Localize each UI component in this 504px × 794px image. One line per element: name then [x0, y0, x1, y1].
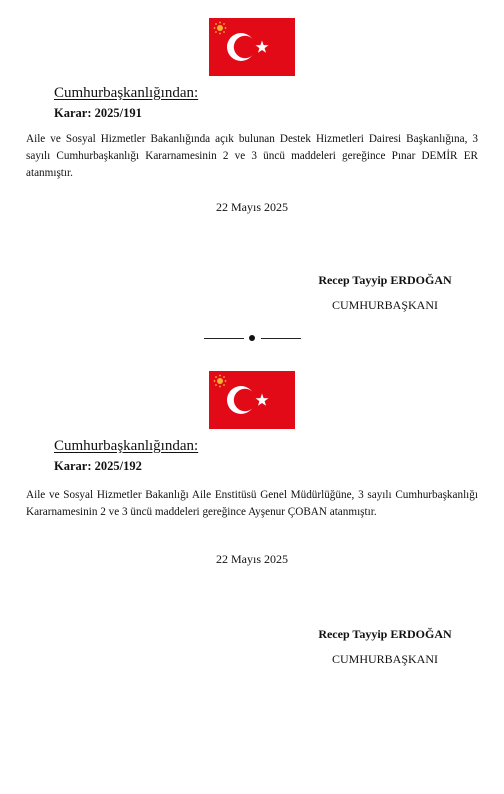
- decision-text: Aile ve Sosyal Hizmetler Bakanlığı Aile Enstitüsü Genel Müdürlüğüne, 3 sayılı Cumhurbaşkanlığı Kararnamesinin 2 ve 3 üncü maddeleri gereğince Ayşenur ÇOBAN atanmıştır.: [26, 489, 478, 518]
- signer-title: CUMHURBAŞKANI: [331, 652, 438, 666]
- decision-heading: Cumhurbaşkanlığından:: [54, 438, 199, 454]
- signer-name: Recep Tayyip ERDOĞAN: [318, 273, 452, 287]
- decision-number: Karar: 2025/191: [54, 106, 142, 120]
- signature-block: [300, 273, 470, 313]
- signature-block: [300, 627, 470, 667]
- signer-title: CUMHURBAŞKANI: [331, 298, 438, 312]
- decision-number: Karar: 2025/192: [54, 459, 142, 473]
- decision-date: 22 Mayıs 2025: [216, 200, 288, 214]
- turkish-flag-icon: [209, 18, 295, 76]
- decision-date: 22 Mayıs 2025: [216, 552, 288, 566]
- turkish-flag-icon: [209, 371, 295, 429]
- separator-dot-icon: [204, 333, 301, 343]
- decision-heading: Cumhurbaşkanlığından:: [54, 85, 199, 101]
- decision-text: Aile ve Sosyal Hizmetler Bakanlığında açık bulunan Destek Hizmetleri Dairesi Başkanlığına, 3 sayılı Cumhurbaşkanlığı Kararnamesinin 2 ve 3 üncü maddeleri gereğince Pınar DEMİR ER atanmıştır.: [26, 133, 478, 179]
- signer-name: Recep Tayyip ERDOĞAN: [318, 627, 452, 641]
